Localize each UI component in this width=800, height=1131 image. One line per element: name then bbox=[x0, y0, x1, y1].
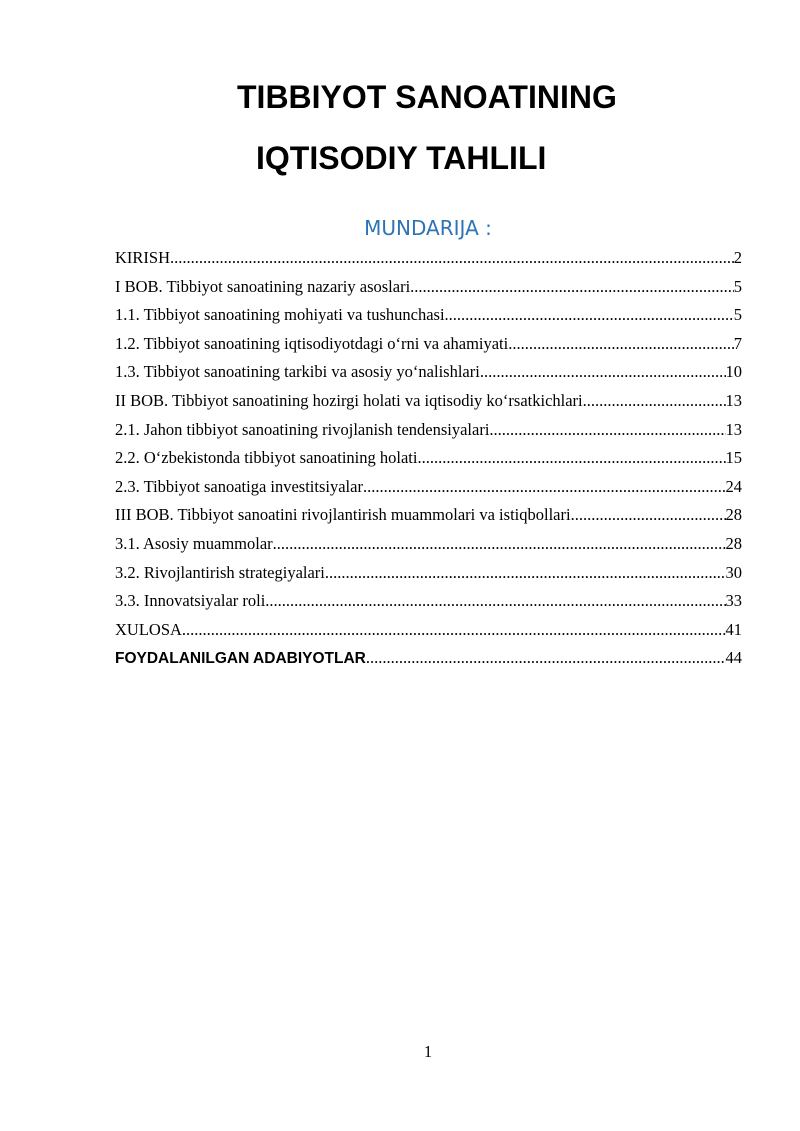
toc-entry-title: XULOSA bbox=[115, 619, 182, 639]
toc-dot-leader bbox=[273, 530, 726, 559]
toc-dot-leader bbox=[325, 559, 726, 588]
toc-entry-title: 3.3. Innovatsiyalar roli bbox=[115, 591, 266, 611]
toc-dot-leader bbox=[583, 387, 726, 416]
toc-entry[interactable] bbox=[115, 416, 742, 445]
toc-dot-leader bbox=[170, 244, 734, 273]
toc-entry[interactable] bbox=[115, 559, 742, 588]
contents-heading: MUNDARIJA : bbox=[364, 216, 492, 240]
toc-entry-page: 7 bbox=[733, 333, 742, 353]
toc-entry-title: III BOB. Tibbiyot sanoatini rivojlantirish muammolari va istiqbollari bbox=[115, 505, 571, 525]
toc-entry-title: 2.2. O‘zbekistonda tibbiyot sanoatining holati bbox=[115, 448, 418, 468]
toc-entry-page: 10 bbox=[725, 362, 742, 382]
toc-entry-page: 2 bbox=[733, 248, 742, 267]
toc-entry[interactable] bbox=[115, 501, 742, 530]
toc-dot-leader bbox=[366, 644, 726, 673]
table-of-contents bbox=[115, 244, 742, 673]
toc-entry-title: KIRISH bbox=[115, 248, 171, 267]
toc-entry[interactable] bbox=[115, 301, 742, 330]
toc-entry-page: 5 bbox=[733, 305, 742, 325]
toc-entry[interactable] bbox=[115, 587, 742, 616]
title-line-2: IQTISODIY TAHLILI bbox=[256, 140, 547, 176]
toc-entry-title: 3.2. Rivojlantirish strategiyalari bbox=[115, 562, 325, 582]
toc-dot-leader bbox=[480, 358, 726, 387]
toc-entry-page: 30 bbox=[725, 562, 742, 582]
toc-entry-title: 2.3. Tibbiyot sanoatiga investitsiyalar bbox=[115, 476, 363, 496]
toc-entry[interactable] bbox=[115, 473, 742, 502]
toc-entry-page: 41 bbox=[725, 619, 742, 639]
toc-dot-leader bbox=[445, 301, 734, 330]
page-number: 1 bbox=[423, 1042, 433, 1061]
toc-entry[interactable] bbox=[115, 387, 742, 416]
toc-entry[interactable] bbox=[115, 330, 742, 359]
toc-entry-page: 13 bbox=[725, 419, 742, 439]
toc-dot-leader bbox=[410, 273, 734, 302]
toc-dot-leader bbox=[265, 587, 725, 616]
toc-dot-leader bbox=[571, 501, 726, 530]
toc-entry[interactable] bbox=[115, 616, 742, 645]
toc-dot-leader bbox=[489, 416, 725, 445]
toc-entry-page: 28 bbox=[725, 505, 742, 525]
toc-entry[interactable] bbox=[115, 530, 742, 559]
title-line-1: TIBBIYOT SANOATINING bbox=[237, 79, 617, 115]
toc-entry-page: 24 bbox=[725, 476, 742, 496]
toc-entry-page: 5 bbox=[733, 276, 742, 296]
toc-entry-page: 44 bbox=[725, 648, 742, 668]
toc-entry[interactable] bbox=[115, 444, 742, 473]
toc-entry[interactable] bbox=[115, 358, 742, 387]
toc-entry-title: I BOB. Tibbiyot sanoatining nazariy asoslari bbox=[115, 276, 411, 296]
toc-entry-page: 15 bbox=[725, 448, 742, 468]
toc-entry-title: 1.2. Tibbiyot sanoatining iqtisodiyotdagi o‘rni va ahamiyati bbox=[115, 333, 509, 353]
toc-entry-title: 2.1. Jahon tibbiyot sanoatining rivojlanish tendensiyalari bbox=[115, 419, 490, 439]
toc-entry-page: 33 bbox=[725, 591, 742, 611]
toc-entry[interactable] bbox=[115, 644, 742, 673]
toc-entry-page: 13 bbox=[725, 390, 742, 410]
toc-entry-title: FOYDALANILGAN ADABIYOTLAR bbox=[115, 650, 366, 668]
toc-entry[interactable] bbox=[115, 273, 742, 302]
toc-dot-leader bbox=[417, 444, 725, 473]
toc-entry-title: II BOB. Tibbiyot sanoatining hozirgi holati va iqtisodiy ko‘rsatkichlari bbox=[115, 390, 583, 410]
toc-entry[interactable] bbox=[115, 244, 742, 273]
toc-dot-leader bbox=[363, 473, 726, 502]
toc-dot-leader bbox=[508, 330, 734, 359]
toc-entry-title: 1.1. Tibbiyot sanoatining mohiyati va tushunchasi bbox=[115, 305, 445, 325]
toc-entry-title: 3.1. Asosiy muammolar bbox=[115, 533, 273, 553]
toc-entry-page: 28 bbox=[725, 533, 742, 553]
toc-dot-leader bbox=[182, 616, 726, 645]
toc-entry-title: 1.3. Tibbiyot sanoatining tarkibi va asosiy yo‘nalishlari bbox=[115, 362, 480, 382]
